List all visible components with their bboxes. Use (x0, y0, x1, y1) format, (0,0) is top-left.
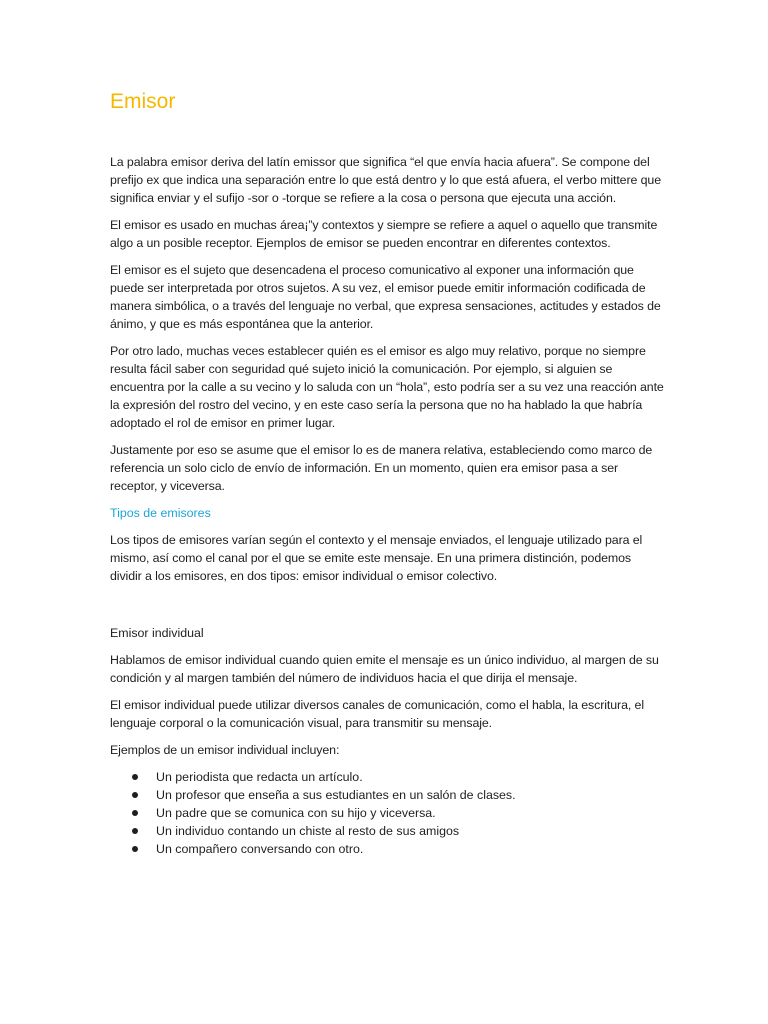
list-item (132, 804, 664, 822)
paragraph-relativity: Por otro lado, muchas veces establecer quién es el emisor es algo muy relativo, porque no siempre resulta fácil saber con seguridad qué sujeto inició la comunicación. Por ejemplo, si alguien se encuentra por la calle a su vecino y lo saluda con un “hola”, esto podría ser a su vez una reacción ante la expresión del rostro del vecino, y en este caso sería la persona que no ha hablado la que habría adoptado el rol de emisor en primer lugar. (110, 344, 664, 430)
bullet-icon (132, 774, 138, 780)
list-item (132, 786, 664, 804)
list-item-text: Un padre que se comunica con su hijo y viceversa. (156, 806, 436, 820)
examples-list (110, 768, 664, 858)
list-item (132, 768, 664, 786)
bullet-icon (132, 846, 138, 852)
paragraph-usage: El emisor es usado en muchas área¡”y contextos y siempre se refiere a aquel o aquello que transmite algo a un posible receptor. Ejemplos de emisor se pueden encontrar en diferentes contextos. (110, 218, 658, 250)
section-heading-individual: Emisor individual (110, 626, 204, 640)
section-heading-types: Tipos de emisores (110, 506, 211, 520)
list-item-text: Un compañero conversando con otro. (156, 842, 364, 856)
paragraph-subject: El emisor es el sujeto que desencadena el proceso comunicativo al exponer una información que puede ser interpretada por otros sujetos. A su vez, el emisor puede emitir información codificada de manera simbólica, o a través del lenguaje no verbal, que expresa sensaciones, actitudes y estados de ánimo, y que es más espontánea que la anterior. (110, 263, 661, 331)
list-item (132, 822, 664, 840)
list-item (132, 840, 664, 858)
bullet-icon (132, 792, 138, 798)
list-item-text: Un profesor que enseña a sus estudiantes en un salón de clases. (156, 788, 516, 802)
paragraph-reference: Justamente por eso se asume que el emisor lo es de manera relativa, estableciendo como marco de referencia un solo ciclo de envío de información. En un momento, quien era emisor pasa a ser receptor, y viceversa. (110, 443, 653, 493)
list-item-text: Un individuo contando un chiste al resto de sus amigos (156, 824, 460, 838)
paragraph-examples-intro: Ejemplos de un emisor individual incluyen: (110, 743, 340, 757)
paragraph-types: Los tipos de emisores varían según el contexto y el mensaje enviados, el lenguaje utilizado para el mismo, así como el canal por el que se emite este mensaje. En una primera distinción, podemos dividir a los emisores, en dos tipos: emisor individual o emisor colectivo. (110, 533, 643, 583)
bullet-icon (132, 828, 138, 834)
paragraph-individual-channels: El emisor individual puede utilizar diversos canales de comunicación, como el habla, la escritura, el lenguaje corporal o la comunicación visual, para transmitir su mensaje. (110, 698, 644, 730)
paragraph-individual-definition: Hablamos de emisor individual cuando quien emite el mensaje es un único individuo, al margen de su condición y al margen también del número de individuos hacia el que dirija el mensaje. (110, 653, 659, 685)
list-item-text: Un periodista que redacta un artículo. (156, 770, 363, 784)
paragraph-etymology: La palabra emisor deriva del latín emissor que significa “el que envía hacia afuera”. Se compone del prefijo ex que indica una separación entre lo que está dentro y lo que está afuera, el verbo mittere que significa enviar y el sufijo -sor o -torque se refiere a la cosa o persona que ejecuta una acción. (110, 155, 661, 205)
document-title: Emisor (110, 90, 176, 113)
bullet-icon (132, 810, 138, 816)
